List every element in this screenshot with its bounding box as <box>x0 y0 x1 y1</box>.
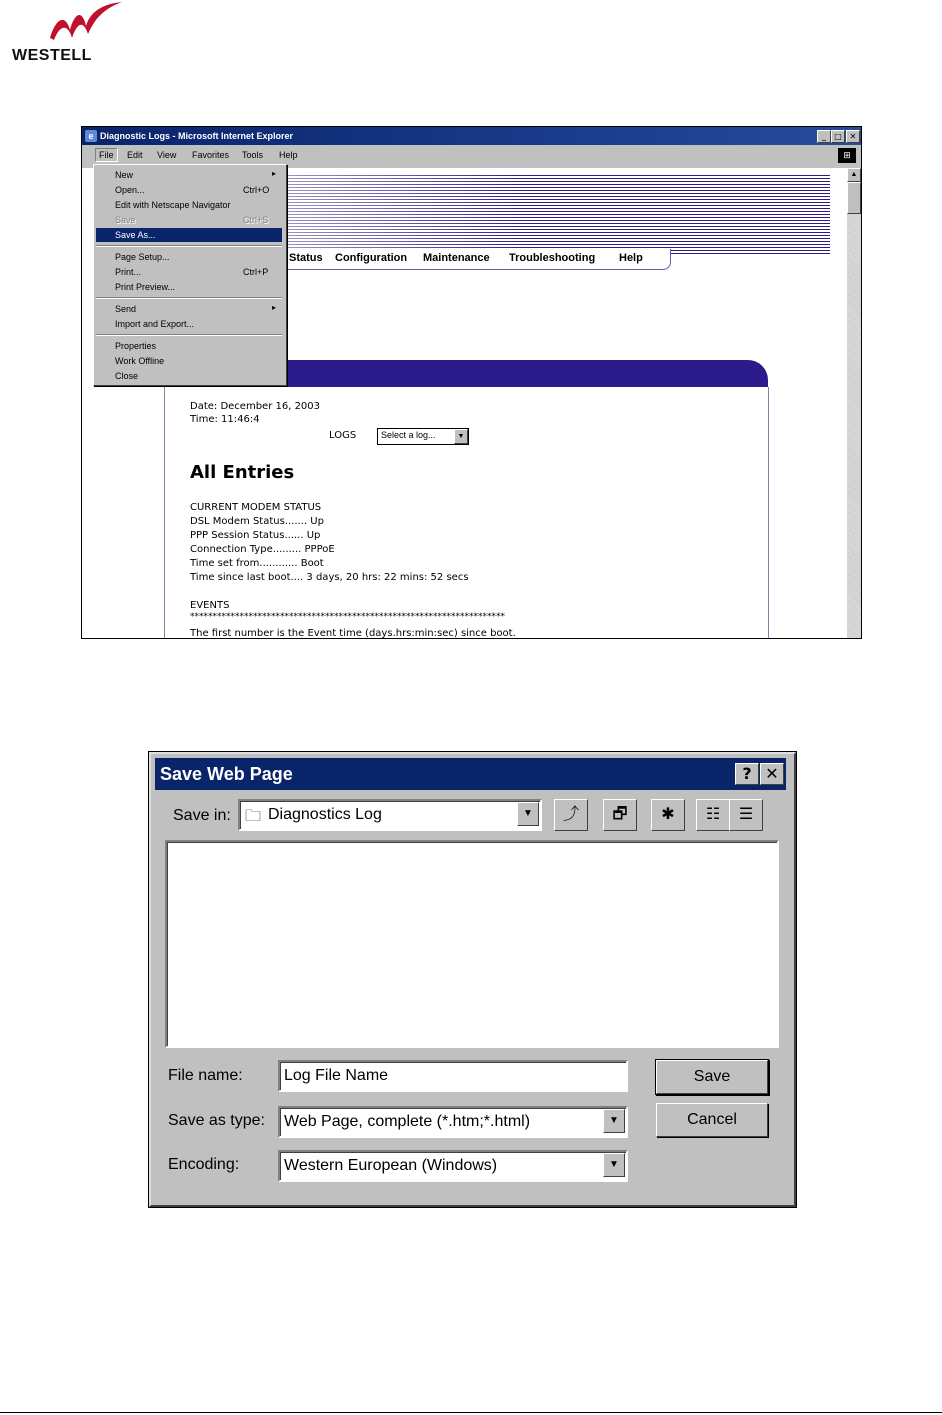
new-folder-icon[interactable]: ✱ <box>651 799 685 831</box>
logo-text: WESTELL <box>12 47 92 64</box>
log-time: Time: 11:46:4 <box>190 414 260 425</box>
menu-separator <box>96 297 282 299</box>
log-date: Date: December 16, 2003 <box>190 401 321 412</box>
file-name-value: Log File Name <box>284 1067 389 1084</box>
help-icon[interactable]: ? <box>735 763 759 785</box>
save-in-select[interactable] <box>238 799 542 831</box>
page-heading: All Entries <box>190 462 295 483</box>
menu-item-save: Save Ctrl+S <box>115 215 269 225</box>
minimize-icon[interactable]: _ <box>817 130 831 143</box>
dialog-title-bar[interactable] <box>155 758 786 790</box>
menu-item-open[interactable]: Open... Ctrl+O <box>115 185 270 195</box>
menu-item-properties[interactable]: Properties <box>115 341 157 351</box>
menu-item-work-offline[interactable]: Work Offline <box>115 356 165 366</box>
status-line: Time set from............ Boot <box>190 558 324 569</box>
menu-tools[interactable]: Tools <box>242 150 264 160</box>
file-dropdown-menu <box>93 164 287 386</box>
menu-help[interactable]: Help <box>279 150 298 160</box>
nav-troubleshooting[interactable]: Troubleshooting <box>509 252 596 264</box>
nav-configuration[interactable]: Configuration <box>335 252 408 264</box>
dialog-title: Save Web Page <box>160 764 293 784</box>
status-line: DSL Modem Status....... Up <box>190 516 324 527</box>
menu-view[interactable]: View <box>157 150 177 160</box>
save-as-type-value: Web Page, complete (*.htm;*.html) <box>284 1113 531 1130</box>
ie-icon: e <box>85 130 97 142</box>
up-folder-icon[interactable]: ⤴ <box>554 799 588 831</box>
stars-divider: ********************************************************************** <box>190 612 505 622</box>
menu-separator <box>96 245 282 247</box>
save-button[interactable]: Save <box>656 1060 768 1094</box>
chevron-down-icon: ▼ <box>517 802 539 826</box>
menu-item-import-export[interactable]: Import and Export... <box>115 319 195 329</box>
menu-item-edit-netscape[interactable]: Edit with Netscape Navigator <box>115 200 231 210</box>
file-name-label: File name: <box>168 1067 243 1084</box>
save-dialog <box>149 752 796 1207</box>
windows-logo-icon: ⊞ <box>838 148 856 163</box>
encoding-label: Encoding: <box>168 1156 240 1173</box>
menu-item-print[interactable]: Print... Ctrl+P <box>115 267 269 277</box>
menu-item-send[interactable]: Send ▸ <box>115 303 276 314</box>
footer-rule <box>0 1412 942 1413</box>
save-as-type-label: Save as type: <box>168 1112 265 1129</box>
menu-item-new[interactable]: New ▸ <box>115 169 276 180</box>
browser-title: Diagnostic Logs - Microsoft Internet Explorer <box>100 131 294 141</box>
close-icon[interactable]: ✕ <box>760 763 784 785</box>
chevron-down-icon: ▼ <box>454 429 468 444</box>
file-list[interactable] <box>165 840 779 1048</box>
top-nav <box>272 249 671 270</box>
menu-item-close[interactable]: Close <box>115 371 139 381</box>
chevron-down-icon: ▼ <box>603 1109 625 1133</box>
scroll-thumb[interactable] <box>847 182 861 214</box>
vertical-scrollbar[interactable] <box>847 168 861 638</box>
file-name-input[interactable] <box>278 1060 628 1092</box>
menu-edit[interactable]: Edit <box>127 150 143 160</box>
menu-file[interactable]: File <box>95 148 118 162</box>
save-in-label: Save in: <box>173 807 231 824</box>
menu-item-page-setup[interactable]: Page Setup... <box>115 252 170 262</box>
events-label: EVENTS <box>190 600 230 611</box>
scroll-up-icon[interactable]: ▲ <box>847 168 861 182</box>
browser-title-bar[interactable] <box>82 127 861 145</box>
close-icon[interactable]: ✕ <box>846 130 860 143</box>
status-line: CURRENT MODEM STATUS <box>190 502 322 513</box>
save-in-value: Diagnostics Log <box>268 806 382 823</box>
details-view-icon[interactable]: ☰ <box>729 799 763 831</box>
menu-favorites[interactable]: Favorites <box>192 150 230 160</box>
desktop-icon[interactable]: 🗗 <box>603 799 637 831</box>
nav-help[interactable]: Help <box>619 252 643 264</box>
menu-item-print-preview[interactable]: Print Preview... <box>115 282 176 292</box>
save-as-type-select[interactable] <box>278 1106 628 1138</box>
encoding-select[interactable] <box>278 1150 628 1182</box>
status-line: PPP Session Status...... Up <box>190 530 321 541</box>
status-line: Time since last boot.... 3 days, 20 hrs: 22 mins: 52 secs <box>190 572 469 583</box>
event-note: The first number is the Event time (days.hrs:min:sec) since boot. <box>190 628 516 638</box>
log-select-value: Select a log... <box>381 430 436 440</box>
panel-header-bar <box>263 360 768 388</box>
log-select[interactable] <box>377 428 469 445</box>
menu-separator <box>96 334 282 336</box>
browser-window <box>81 126 862 639</box>
encoding-value: Western European (Windows) <box>284 1157 498 1174</box>
status-line: Connection Type......... PPPoE <box>190 544 335 555</box>
nav-maintenance[interactable]: Maintenance <box>423 252 490 264</box>
folder-icon: 🗀 <box>245 808 262 825</box>
chevron-down-icon: ▼ <box>603 1153 625 1177</box>
list-view-icon[interactable]: ☷ <box>696 799 730 831</box>
logs-label: LOGS <box>329 430 357 441</box>
menu-item-save-as[interactable]: Save As... <box>96 228 282 242</box>
maximize-icon[interactable]: □ <box>831 130 845 143</box>
cancel-button[interactable]: Cancel <box>656 1103 768 1137</box>
nav-status[interactable]: Status <box>289 252 323 264</box>
